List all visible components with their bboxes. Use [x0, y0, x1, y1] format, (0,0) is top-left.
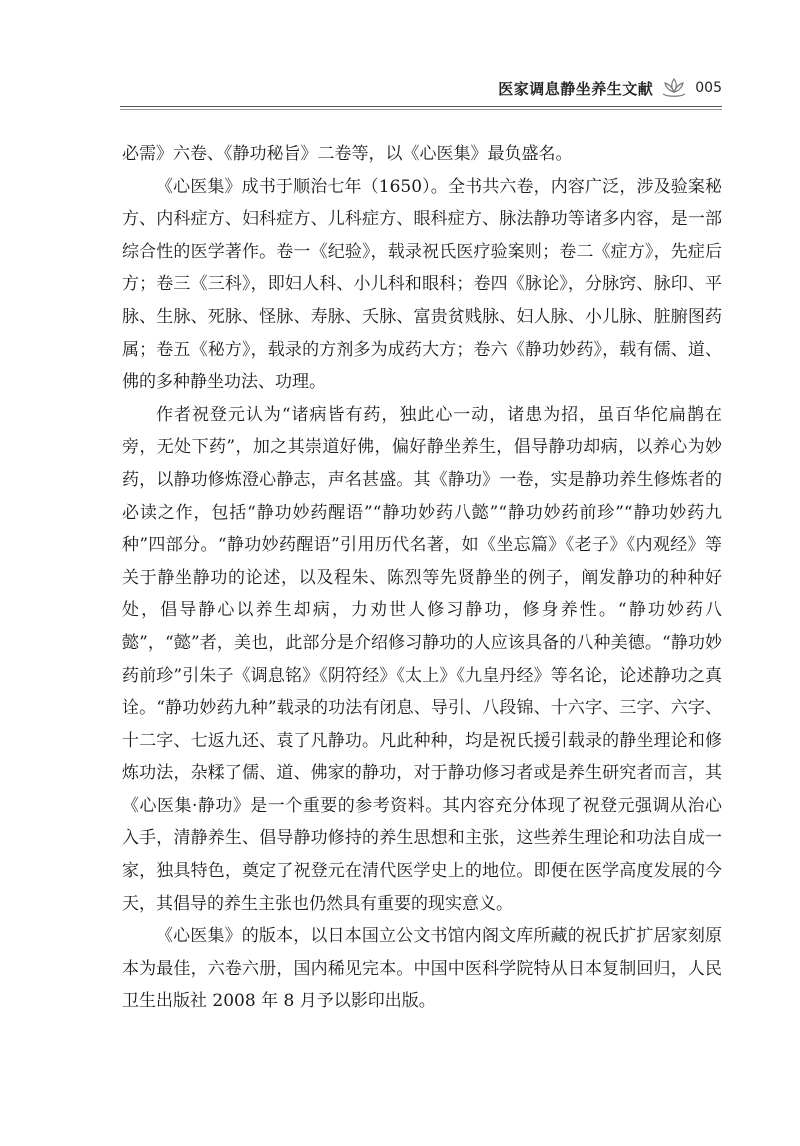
paragraph: 作者祝登元认为“诸病皆有药，独此心一动，诸患为招，虽百华佗扁鹊在旁，无处下药”，加之其崇道好佛，偏好静坐养生，倡导静功却病，以养心为妙药，以静功修炼澄心静志，声名甚盛。其《静功》一卷，实是静功养生修炼者的必读之作，包括“静功妙药醒语”“静功妙药八懿”“静功妙药前珍”“静功妙药九种”四部分。“静功妙药醒语”引用历代名著，如《坐忘篇》《老子》《内观经》等关于静坐静功的论述，以及程朱、陈烈等先贤静坐的例子，阐发静功的种种好处，倡导静心以养生却病，力劝世人修习静功，修身养性。“静功妙药八懿”，“懿”者，美也，此部分是介绍修习静功的人应该具备的八种美德。“静功妙药前珍”引朱子《调息铭》《阴符经》《太上》《九皇丹经》等名论，论述静功之真诠。“静功妙药九种”载录的功法有闭息、导引、八段锦、十六字、三字、六字、十二字、七返九还、袁了凡静功。凡此种种，均是祝氏援引载录的静坐理论和修炼功法，杂糅了儒、道、佛家的静功，对于静功修习者或是养生研究者而言，其《心医集·静功》是一个重要的参考资料。其内容充分体现了祝登元强调从治心入手，清静养生、倡导静功修持的养生思想和主张，这些养生理论和功法自成一家，独具特色，奠定了祝登元在清代医学史上的地位。即便在医学高度发展的今天，其倡导的养生主张也仍然具有重要的现实意义。: [122, 404, 722, 914]
body-text: [122, 138, 722, 1018]
running-header-title: 医家调息静坐养生文献: [498, 79, 654, 98]
paragraph: 《心医集》的版本，以日本国立公文书馆内阁文库所藏的祝氏扩扩居家刻原本为最佳，六卷六册，国内稀见完本。中国中医科学院特从日本复制回归，人民卫生出版社 2008 年 8 月予以影印出版。: [122, 926, 722, 1012]
header-rule: [120, 106, 722, 110]
paragraph: 《心医集》成书于顺治七年（1650）。全书共六卷，内容广泛，涉及验案秘方、内科症方、妇科症方、儿科症方、眼科症方、脉法静功等诸多内容，是一部综合性的医学著作。卷一《纪验》，载录祝氏医疗验案则；卷二《症方》，先症后方；卷三《三科》，即妇人科、小儿科和眼科；卷四《脉论》，分脉窍、脉印、平脉、生脉、死脉、怪脉、寿脉、夭脉、富贵贫贱脉、妇人脉、小儿脉、脏腑图药属；卷五《秘方》，载录的方剂多为成药大方；卷六《静功妙药》，载有儒、道、佛的多种静坐功法、功理。: [122, 176, 722, 393]
paragraph: 必需》六卷、《静功秘旨》二卷等，以《心医集》最负盛名。: [122, 144, 573, 164]
running-header: [498, 74, 722, 102]
page-number: 005: [695, 80, 722, 96]
lotus-icon: [661, 76, 687, 100]
